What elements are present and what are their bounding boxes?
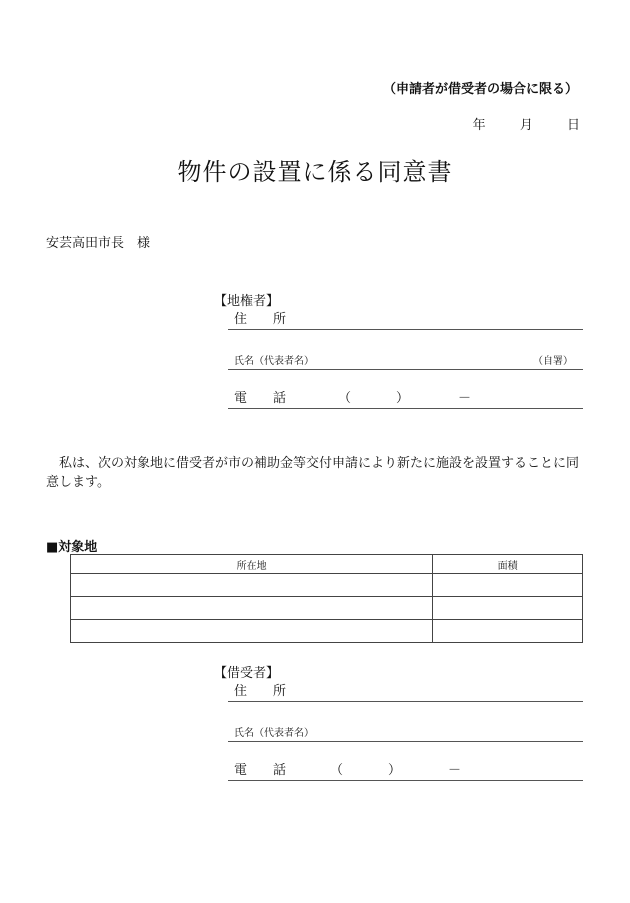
area-cell[interactable] — [433, 574, 583, 597]
borrower-phone-close: ） — [388, 763, 402, 778]
borrower-address-label: 住 所 — [234, 684, 287, 699]
header-location: 所在地 — [71, 555, 433, 574]
date-month: 月 — [519, 118, 533, 133]
document-title: 物件の設置に係る同意書 — [177, 158, 453, 186]
target-land-table — [70, 554, 583, 643]
table-row — [71, 574, 583, 597]
borrower-address-field[interactable] — [228, 683, 583, 702]
location-cell[interactable] — [71, 597, 433, 620]
table-header-row — [71, 555, 583, 574]
area-cell[interactable] — [433, 620, 583, 643]
landowner-phone-dash: － — [458, 391, 472, 406]
borrower-phone-dash: － — [448, 763, 462, 778]
header-area: 面積 — [433, 555, 583, 574]
landowner-address-label: 住 所 — [234, 312, 287, 327]
landowner-name-label: 氏名（代表者名） — [234, 356, 314, 367]
consent-statement — [46, 454, 586, 492]
target-heading: ■対象地 — [46, 540, 98, 555]
landowner-address-field[interactable] — [228, 311, 583, 330]
landowner-phone — [234, 390, 554, 406]
location-cell[interactable] — [71, 620, 433, 643]
table-row — [71, 597, 583, 620]
applicant-note: （申請者が借受者の場合に限る） — [382, 82, 578, 97]
landowner-section-label: 【地権者】 — [214, 294, 280, 309]
date-year: 年 — [472, 118, 486, 133]
date-line — [473, 114, 580, 133]
table-row — [71, 620, 583, 643]
location-cell[interactable] — [71, 574, 433, 597]
landowner-phone-open: （ — [338, 391, 352, 406]
landowner-signature-note: （自署） — [533, 356, 573, 367]
area-cell[interactable] — [433, 597, 583, 620]
landowner-name-field[interactable] — [228, 351, 583, 370]
consent-text: 私は、次の対象地に借受者が市の補助金等交付申請により新たに施設を設置することに同意します。 — [46, 456, 580, 490]
borrower-name-field[interactable] — [228, 723, 583, 742]
date-day: 日 — [566, 118, 580, 133]
borrower-section-label: 【借受者】 — [214, 666, 280, 681]
borrower-phone-open: （ — [330, 763, 344, 778]
borrower-name-label: 氏名（代表者名） — [234, 728, 314, 739]
landowner-phone-field[interactable] — [228, 390, 583, 409]
landowner-phone-label: 電 話 — [234, 391, 287, 406]
addressee: 安芸高田市長 様 — [46, 236, 151, 251]
landowner-phone-close: ） — [396, 391, 410, 406]
borrower-phone-label: 電 話 — [234, 763, 287, 778]
borrower-phone-field[interactable] — [228, 762, 583, 781]
borrower-phone — [234, 762, 554, 778]
